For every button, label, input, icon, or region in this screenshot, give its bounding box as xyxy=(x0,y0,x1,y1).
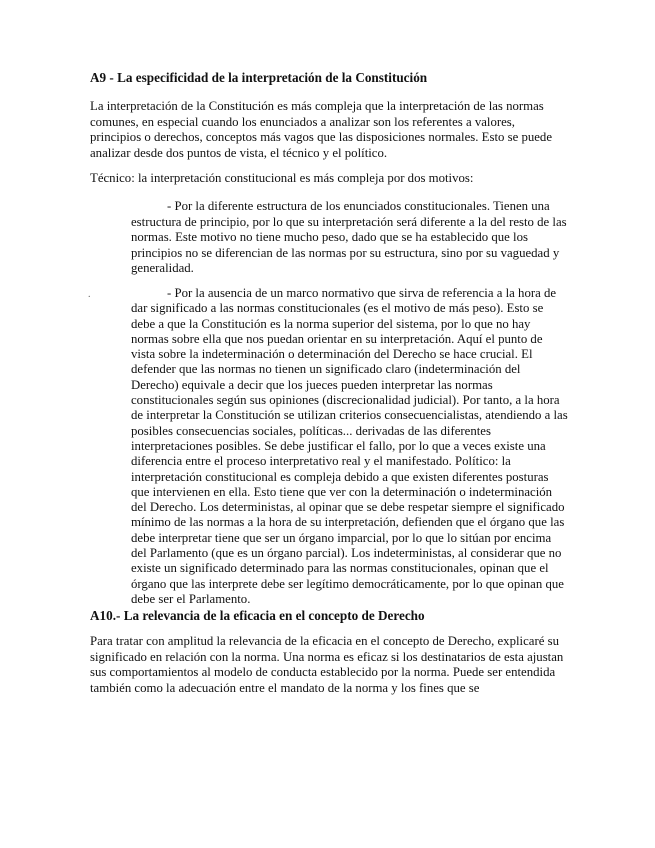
eficacia-paragraph: Para tratar con amplitud la relevancia de la eficacia en el concepto de Derecho, explicaré su significado en relación con la norma. Una norma es eficaz si los destinatarios de esta ajustan sus comportamientos al modelo de conducta establecido por la norma. Puede ser entendida también como la adecuación entre el mandato de la norma y los fines que se xyxy=(90,634,564,695)
section-a9-title: A9 - La especificidad de la interpretación de la Constitución xyxy=(90,70,428,85)
bullet-marker: . xyxy=(88,289,91,300)
intro-paragraph: La interpretación de la Constitución es más compleja que la interpretación de las normas comunes, en especial cuando los enunciados a analizar son los referentes a valores, principios o derechos, conceptos más vagos que las disposiciones normales. Esto se puede analizar desde dos puntos de vista, el técnico y el político. xyxy=(90,99,553,160)
bullet-one: - Por la diferente estructura de los enunciados constitucionales. Tienen una estructura de principio, por lo que su interpretación será diferente a la del resto de las normas. Este motivo no tiene mucho peso, dado que se ha establecido que los principios no se diferencian de las normas por su estructura, sino por su vaguedad y generalidad. xyxy=(131,199,567,276)
section-a10-title: A10.- La relevancia de la eficacia en el concepto de Derecho xyxy=(90,608,425,623)
bullet-two: - Por la ausencia de un marco normativo que sirva de referencia a la hora de dar significado a las normas constitucionales (es el motivo de más peso). Esto se debe a que la Constitución es la norma superior del sistema, por lo que no hay normas sobre ella que nos puedan orientar en su interpretación. Aquí el punto de vista sobre la indeterminación o determinación del Derecho se hace crucial. El defender que las normas no tienen un significado claro (indeterminación del Derecho) equivale a decir que los jueces pueden interpretar las normas constitucionales según sus opiniones (discrecionalidad judicial). Por tanto, a la hora de interpretar la Constitución se utilizan criterios consecuencialistas, atendiendo a las posibles consecuencias sociales, políticas... derivadas de las diferentes interpretaciones posibles. Se debe justificar el fallo, por lo que a veces existe una diferencia entre el proceso interpretativo real y el manifestado. Político: la interpretación constitucional es compleja debido a que existen diferentes posturas que intervienen en ella. Esto tiene que ver con la determinación o indeterminación del Derecho. Los deterministas, al opinar que se debe respetar siempre el significado mínimo de las normas a la hora de su interpretación, defienden que el órgano que las debe interpretar tiene que ser un órgano imparcial, por lo que lo sitúan por encima del Parlamento (que es un órgano parcial). Los indeterministas, al considerar que no existe un significado determinado para las normas constitucionales, opinan que el órgano que las interprete debe ser legítimo democráticamente, por lo que opinan que debe ser el Parlamento. xyxy=(131,286,568,606)
tecnico-paragraph: Técnico: la interpretación constitucional es más compleja por dos motivos: xyxy=(90,171,474,185)
